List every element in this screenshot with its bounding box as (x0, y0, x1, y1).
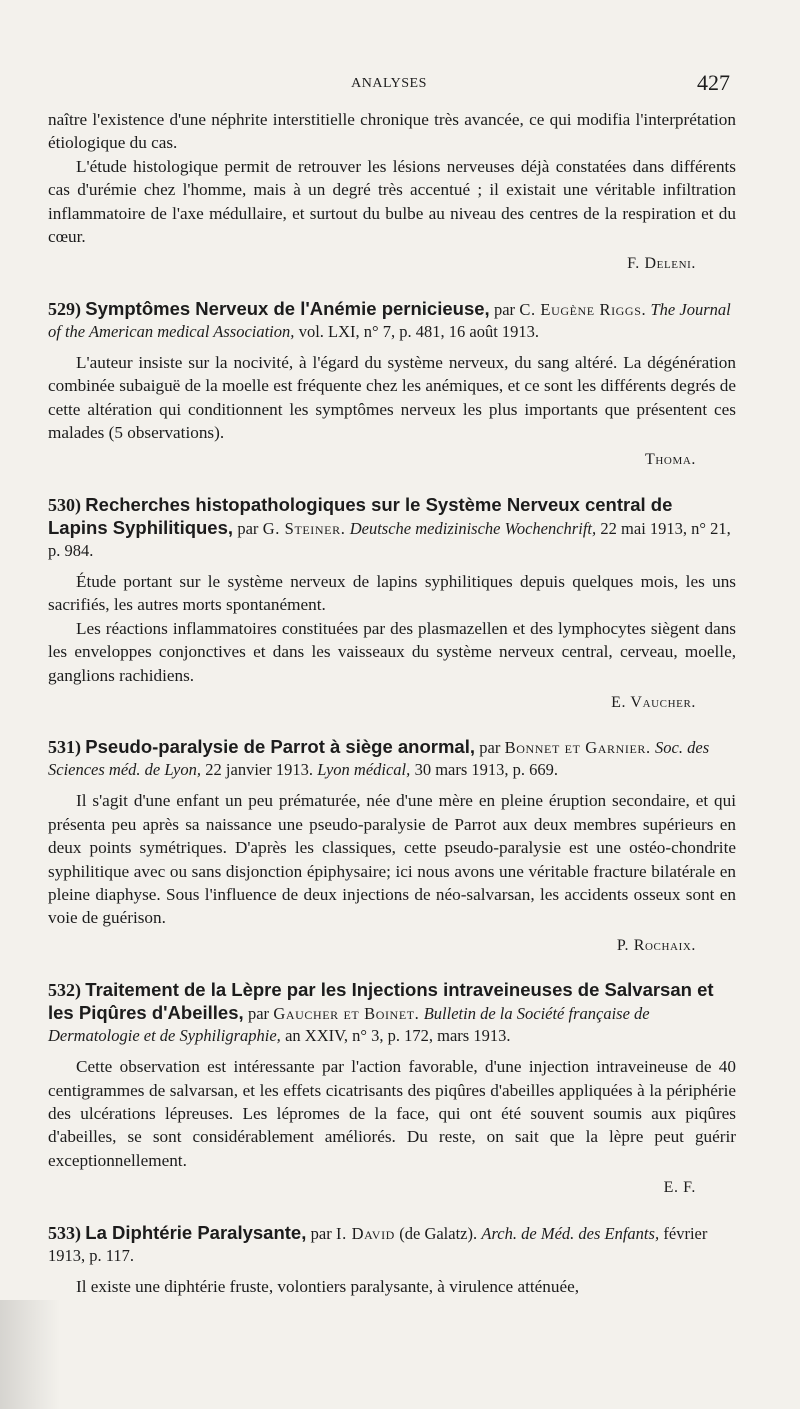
entry-extra: (de Galatz). (399, 1223, 478, 1243)
entry-533 (48, 1222, 736, 1298)
entry-title: Recherches histopathologiques sur le Système Nerveux central de Lapins Syphilitiques, (48, 493, 673, 538)
entry-number: 530) (48, 494, 81, 515)
entry-by: par (493, 299, 516, 319)
entry-source: Deutsche medizinische Wochenchrift, (349, 518, 597, 538)
entry-heading (48, 494, 736, 562)
entry-by: par (310, 1223, 332, 1243)
entry-body: L'auteur insiste sur la nocivité, à l'égard du système nerveux, du sang altéré. La dégénération combinée subaiguë de la moelle est fréquente chez les anémiques, et ce sont les différents degrés de cette altération qui conditionnent les symptômes nerveux les plus importants que présentent ces malades (5 observations). (48, 352, 736, 443)
entry-author: Gaucher et Boinet. (273, 1004, 420, 1024)
entry-number: 531) (48, 737, 81, 758)
entry-by: par (479, 738, 501, 758)
page-number: 427 (697, 70, 730, 95)
entry-by: par (247, 1004, 270, 1024)
entry-details: 22 mai 1913, n° 21, p. 984. (48, 518, 731, 560)
entry-source: Arch. de Méd. des Enfants, (481, 1223, 660, 1243)
entry-body: Il s'agit d'une enfant un peu prématurée, née d'une mère en pleine éruption secondaire, et qui présenta peu après sa naissance une pseudo-paralysie de Parrot aux deux membres supérieurs en deux points symétriques. D'après les classiques, cette pseudo-paralysie est une ostéo-chondrite syphilitique avec ou sans disjonction épiphysaire; ici nous avons une véritable fracture bilatérale en pleine diaphyse. Sous l'influence de deux injections de néo-salvarsan, les accidents osseux sont en voie de guérison. (48, 791, 736, 928)
page-content (48, 108, 736, 1298)
entry-heading (48, 1222, 736, 1267)
entry-body: Étude portant sur le système nerveux de lapins syphilitiques depuis quelques mois, les uns sacrifiés, les autres morts spontanément. (48, 571, 736, 615)
entry-number: 529) (48, 298, 81, 319)
entry-details: février 1913, p. 117. (48, 1223, 708, 1265)
entry-author: I. David (336, 1223, 395, 1243)
entry-source: The Journal of the American medical Association, (48, 299, 731, 341)
entry-source: Soc. des Sciences méd. de Lyon, (48, 738, 710, 780)
entry-details-2: 30 mars 1913, p. 669. (414, 760, 559, 780)
intro-paragraph-2: L'étude histologique permit de retrouver les lésions nerveuses déjà constatées dans différents cas d'urémie chez l'homme, mais à un degré très accentué ; il existait une véritable infiltration inflammatoire de l'axe médullaire, et surtout du bulbe au niveau des centres de la respiration et du cœur. (48, 156, 736, 247)
entry-532 (48, 979, 736, 1199)
entry-signature: P. Rochaix. (616, 936, 696, 954)
entry-heading (48, 736, 736, 781)
intro-paragraph-1: naître l'existence d'une néphrite interstitielle chronique très avancée, ce qui modifia l'interprétation étiologique du cas. (48, 110, 736, 153)
entry-number: 533) (48, 1222, 81, 1243)
entry-heading (48, 298, 736, 343)
entry-source-2: Lyon médical, (317, 760, 411, 780)
entry-author: C. Eugène Riggs. (519, 299, 647, 319)
entry-title: La Diphtérie Paralysante, (85, 1221, 307, 1243)
entry-530 (48, 494, 736, 714)
entry-details: 22 janvier 1913. (205, 760, 313, 780)
entry-heading (48, 979, 736, 1047)
entry-details: vol. LXI, n° 7, p. 481, 16 août 1913. (298, 321, 540, 341)
entry-signature: E. F. (663, 1179, 696, 1197)
running-title: ANALYSES (351, 76, 427, 91)
entry-body: Il existe une diphtérie fruste, volontiers paralysante, à virulence atténuée, (76, 1276, 580, 1296)
entry-author: G. Steiner. (262, 518, 346, 538)
entry-title: Pseudo-paralysie de Parrot à siège anormal, (85, 736, 475, 758)
entry-number: 532) (48, 980, 81, 1001)
intro-signature: F. Deleni. (627, 255, 696, 273)
scan-edge-shadow (0, 1300, 60, 1409)
entry-author: Bonnet et Garnier. (504, 738, 651, 758)
entry-531 (48, 736, 736, 957)
entry-source: Bulletin de la Société française de Dermatologie et de Syphiligraphie, (48, 1004, 650, 1046)
page-header (48, 70, 730, 100)
entry-by: par (237, 518, 259, 538)
entry-title: Symptômes Nerveux de l'Anémie pernicieuse, (85, 297, 490, 319)
entry-signature: E. Vaucher. (611, 693, 696, 711)
entry-signature: Thoma. (645, 451, 696, 469)
entry-body: Les réactions inflammatoires constituées par des plasmazellen et des lymphocytes siègent dans les enveloppes conjonctives et dans les vaisseaux du système nerveux central, cerveau, moelle, ganglions rachidiens. (48, 618, 736, 685)
entry-title: Traitement de la Lèpre par les Injections intraveineuses de Salvarsan et les Piqûres d'Abeilles, (48, 979, 714, 1024)
entry-529 (48, 298, 736, 472)
entry-details: an XXIV, n° 3, p. 172, mars 1913. (285, 1026, 511, 1046)
entry-body: Cette observation est intéressante par l'action favorable, d'une injection intraveineuse de 40 centigrammes de salvarsan, et les effets cicatrisants des piqûres d'abeilles appliquées à la périphérie des ulcérations lépreuses. Les lépromes de la face, qui ont été souvent soumis aux piqûres d'abeilles, se sont considérablement améliorés. Du reste, on sait que la lèpre peut guérir exceptionnellement. (48, 1057, 736, 1170)
